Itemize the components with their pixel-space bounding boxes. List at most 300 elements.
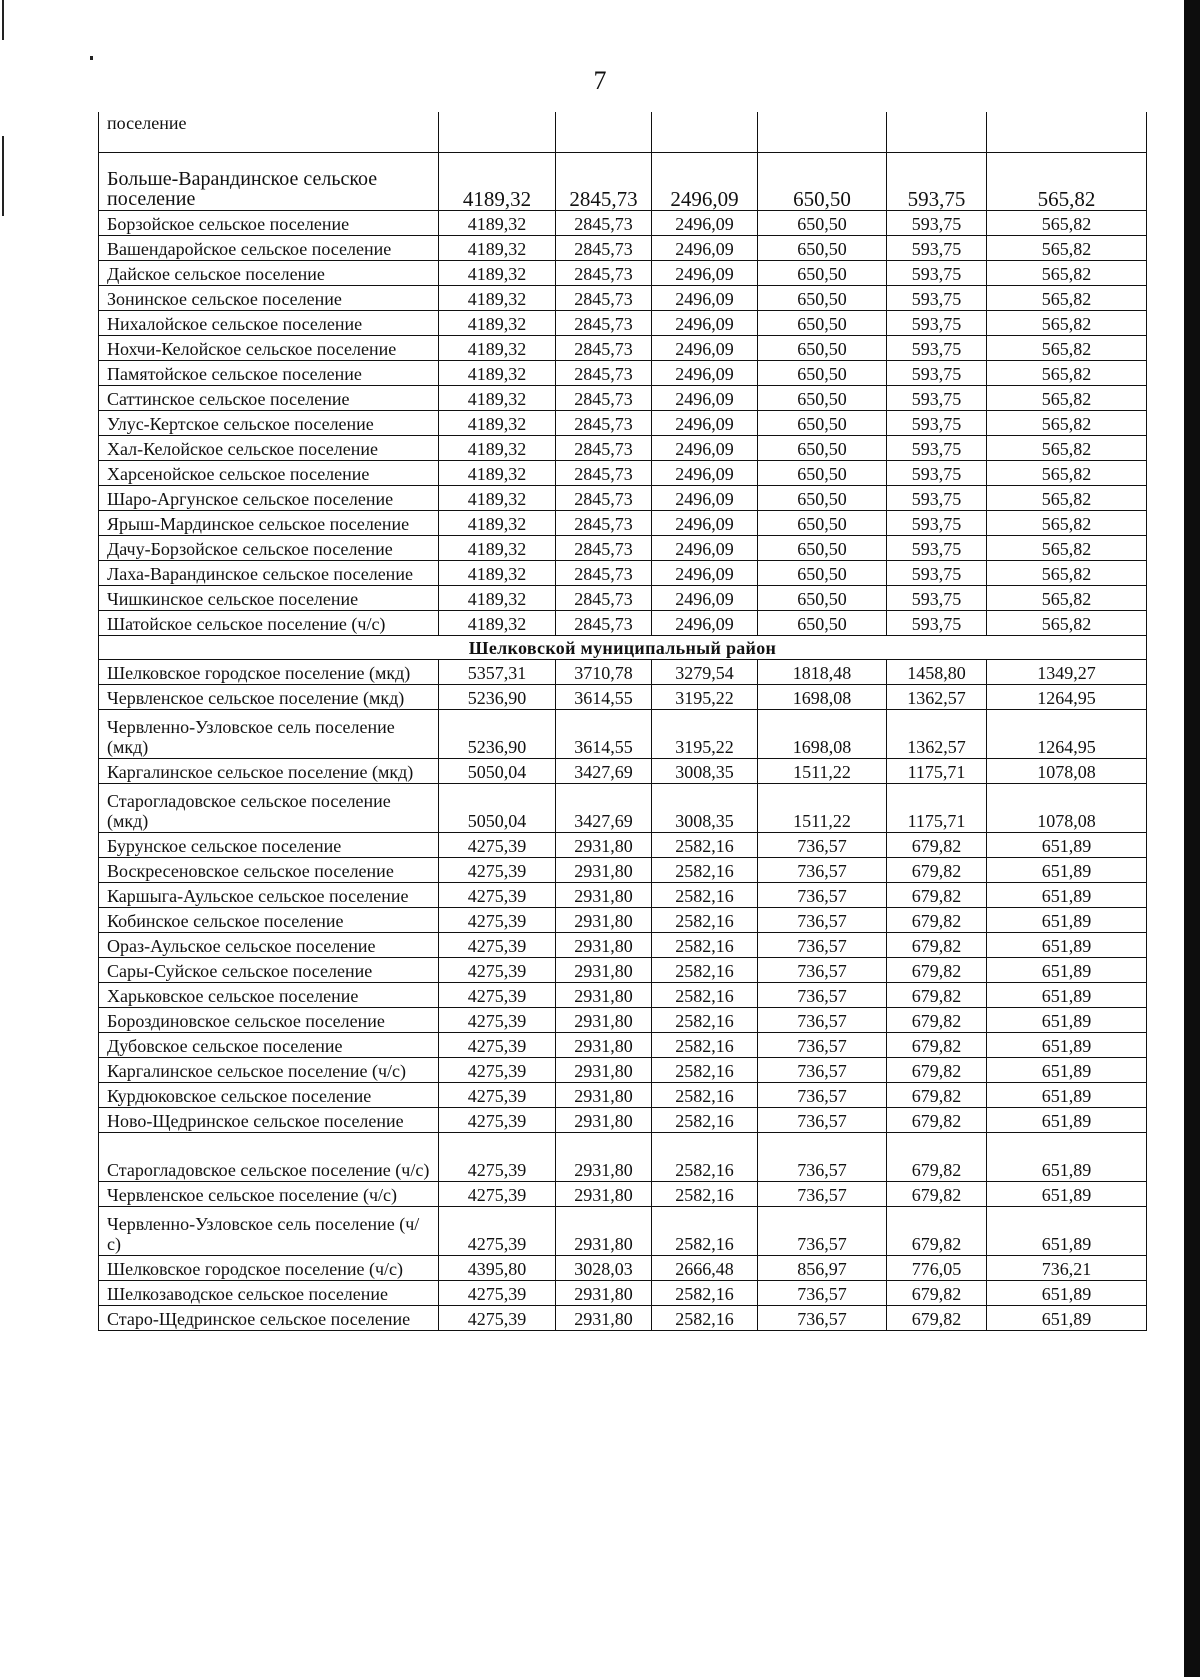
cell-value: 1818,48 (758, 659, 887, 684)
cell-value: 650,50 (758, 610, 887, 635)
cell-value: 565,82 (987, 610, 1147, 635)
cell-value: 679,82 (887, 1007, 987, 1032)
cell-value: 2845,73 (556, 260, 652, 285)
table-row (99, 485, 1147, 510)
table-row (99, 1057, 1147, 1082)
cell-value: 650,50 (758, 385, 887, 410)
cell-value: 2931,80 (556, 832, 652, 857)
cell-value: 736,57 (758, 857, 887, 882)
cell-value: 4275,39 (439, 882, 556, 907)
cell-value: 2496,09 (652, 485, 758, 510)
cell-value: 4189,32 (439, 360, 556, 385)
cell-value: 565,82 (987, 435, 1147, 460)
row-name: Хал-Келойское сельское поселение (99, 435, 439, 460)
cell-value: 2845,73 (556, 585, 652, 610)
cell-value: 565,82 (987, 385, 1147, 410)
cell-value: 1511,22 (758, 783, 887, 832)
cell-value: 2931,80 (556, 1132, 652, 1181)
table-row (99, 510, 1147, 535)
cell-value: 2496,09 (652, 410, 758, 435)
table-row (99, 857, 1147, 882)
cell-value: 2496,09 (652, 510, 758, 535)
cell-value: 650,50 (758, 485, 887, 510)
cell-value: 4275,39 (439, 982, 556, 1007)
row-name: Зонинское сельское поселение (99, 285, 439, 310)
cell-value: 679,82 (887, 832, 987, 857)
cell-value: 650,50 (758, 460, 887, 485)
cell-value: 650,50 (758, 310, 887, 335)
cell-value: 593,75 (887, 310, 987, 335)
cell-value: 565,82 (987, 460, 1147, 485)
cell-value: 4189,32 (439, 235, 556, 260)
cell-value: 565,82 (987, 260, 1147, 285)
cell-value: 593,75 (887, 152, 987, 210)
row-name: Шатойское сельское поселение (ч/с) (99, 610, 439, 635)
cell-value: 2931,80 (556, 1057, 652, 1082)
row-name: Саттинское сельское поселение (99, 385, 439, 410)
row-name: Вашендаройское сельское поселение (99, 235, 439, 260)
cell-value: 679,82 (887, 857, 987, 882)
table-row (99, 957, 1147, 982)
cell-value: 593,75 (887, 235, 987, 260)
cell-value: 2931,80 (556, 882, 652, 907)
cell-value: 651,89 (987, 1132, 1147, 1181)
cell-value: 4275,39 (439, 857, 556, 882)
cell-value: 5050,04 (439, 758, 556, 783)
cell-value: 2496,09 (652, 435, 758, 460)
cell-value: 4275,39 (439, 1007, 556, 1032)
cell-value: 3427,69 (556, 783, 652, 832)
cell-value: 3008,35 (652, 783, 758, 832)
cell-value: 4275,39 (439, 1132, 556, 1181)
cell-value: 4275,39 (439, 907, 556, 932)
cell-value: 679,82 (887, 1082, 987, 1107)
cell-value: 3614,55 (556, 709, 652, 758)
cell-value: 736,57 (758, 982, 887, 1007)
cell-value: 2582,16 (652, 1206, 758, 1255)
cell-value: 776,05 (887, 1255, 987, 1280)
table-row (99, 932, 1147, 957)
row-name: Дайское сельское поселение (99, 260, 439, 285)
cell-value: 2931,80 (556, 907, 652, 932)
table-row (99, 1082, 1147, 1107)
cell-value: 2931,80 (556, 1280, 652, 1305)
cell-value: 2582,16 (652, 957, 758, 982)
cell-value: 4189,32 (439, 152, 556, 210)
table-row (99, 832, 1147, 857)
row-name: Нихалойское сельское поселение (99, 310, 439, 335)
table-row (99, 1181, 1147, 1206)
cell-value: 593,75 (887, 435, 987, 460)
cell-value: 593,75 (887, 510, 987, 535)
cell-value: 679,82 (887, 907, 987, 932)
cell-value: 2496,09 (652, 260, 758, 285)
row-name: Бурунское сельское поселение (99, 832, 439, 857)
cell-value: 4189,32 (439, 610, 556, 635)
cell-value: 4189,32 (439, 260, 556, 285)
cell-value: 679,82 (887, 932, 987, 957)
table-row (99, 659, 1147, 684)
cell-value: 2845,73 (556, 460, 652, 485)
cell-value: 2582,16 (652, 1181, 758, 1206)
table-row (99, 610, 1147, 635)
cell-value: 2845,73 (556, 385, 652, 410)
cell-value: 2666,48 (652, 1255, 758, 1280)
cell-value: 2931,80 (556, 982, 652, 1007)
cell-value: 679,82 (887, 1032, 987, 1057)
cell-value: 1078,08 (987, 758, 1147, 783)
cell-value: 2845,73 (556, 535, 652, 560)
cell-value: 2496,09 (652, 610, 758, 635)
cell-value: 2931,80 (556, 1032, 652, 1057)
cell-value: 3614,55 (556, 684, 652, 709)
cell-value: 1362,57 (887, 684, 987, 709)
cell-value: 2582,16 (652, 1305, 758, 1330)
cell-value: 736,57 (758, 1280, 887, 1305)
cell-value: 565,82 (987, 210, 1147, 235)
cell-value: 2496,09 (652, 385, 758, 410)
table-row (99, 1280, 1147, 1305)
cell-value: 4275,39 (439, 957, 556, 982)
cell-value: 650,50 (758, 235, 887, 260)
cell-value: 565,82 (987, 285, 1147, 310)
section-title: Шелковской муниципальный район (99, 635, 1147, 659)
cell-value: 565,82 (987, 585, 1147, 610)
cell-value: 2582,16 (652, 1280, 758, 1305)
row-name: Курдюковское сельское поселение (99, 1082, 439, 1107)
table-row (99, 385, 1147, 410)
cell-value: 2931,80 (556, 1206, 652, 1255)
cell-value: 593,75 (887, 410, 987, 435)
table-row (99, 1032, 1147, 1057)
cell-value: 2582,16 (652, 932, 758, 957)
scan-edge-border (1184, 0, 1200, 1677)
cell-value: 1362,57 (887, 709, 987, 758)
cell-value: 4189,32 (439, 210, 556, 235)
row-name: Лаха-Варандинское сельское поселение (99, 560, 439, 585)
cell-value: 650,50 (758, 360, 887, 385)
cell-value: 2582,16 (652, 907, 758, 932)
cell-value: 679,82 (887, 1057, 987, 1082)
cell-value: 565,82 (987, 410, 1147, 435)
row-name: Червленское сельское поселение (мкд) (99, 684, 439, 709)
table-row (99, 1132, 1147, 1181)
cell-value: 4189,32 (439, 535, 556, 560)
cell-value: 565,82 (987, 335, 1147, 360)
cell-value: 650,50 (758, 152, 887, 210)
cell-value: 4275,39 (439, 1082, 556, 1107)
row-name: Больше-Варандинское сельское поселение (99, 152, 439, 210)
cell-value: 4189,32 (439, 460, 556, 485)
cell-value: 736,57 (758, 1206, 887, 1255)
table-row (99, 460, 1147, 485)
cell-value: 593,75 (887, 560, 987, 585)
cell-value: 679,82 (887, 1107, 987, 1132)
cell-value: 4275,39 (439, 1206, 556, 1255)
cell-value: 651,89 (987, 1107, 1147, 1132)
row-name: Ораз-Аульское сельское поселение (99, 932, 439, 957)
cell-value: 2496,09 (652, 335, 758, 360)
cell-value: 651,89 (987, 857, 1147, 882)
cell-value: 651,89 (987, 1057, 1147, 1082)
cell-value: 651,89 (987, 932, 1147, 957)
cell-value: 4189,32 (439, 335, 556, 360)
table-row (99, 410, 1147, 435)
cell-value: 650,50 (758, 585, 887, 610)
cell-value: 650,50 (758, 410, 887, 435)
table-row (99, 684, 1147, 709)
table-row (99, 758, 1147, 783)
cell-value: 2845,73 (556, 360, 652, 385)
cell-value: 651,89 (987, 1305, 1147, 1330)
table-row (99, 112, 1147, 152)
cell-value: 5357,31 (439, 659, 556, 684)
row-name: Сары-Суйское сельское поселение (99, 957, 439, 982)
cell-value: 2931,80 (556, 1305, 652, 1330)
table-row (99, 982, 1147, 1007)
cell-value: 1175,71 (887, 783, 987, 832)
row-name: Бороздиновское сельское поселение (99, 1007, 439, 1032)
row-name: Старогладовское сельское поселение (ч/с) (99, 1132, 439, 1181)
cell-value: 736,57 (758, 1007, 887, 1032)
row-name: Харьковское сельское поселение (99, 982, 439, 1007)
row-name: Червленно-Узловское сель поселение (мкд) (99, 709, 439, 758)
cell-value: 3710,78 (556, 659, 652, 684)
cell-value: 4275,39 (439, 1305, 556, 1330)
cell-value: 736,57 (758, 1082, 887, 1107)
cell-value: 2845,73 (556, 510, 652, 535)
cell-value: 2582,16 (652, 1132, 758, 1181)
row-name: Харсенойское сельское поселение (99, 460, 439, 485)
cell-value: 1511,22 (758, 758, 887, 783)
cell-value: 3427,69 (556, 758, 652, 783)
cell-value: 2845,73 (556, 210, 652, 235)
table-row (99, 560, 1147, 585)
table-row (99, 285, 1147, 310)
cell-value: 2931,80 (556, 1007, 652, 1032)
cell-value: 679,82 (887, 957, 987, 982)
cell-value: 651,89 (987, 832, 1147, 857)
cell-value: 651,89 (987, 1082, 1147, 1107)
cell-value: 2496,09 (652, 235, 758, 260)
cell-value: 4189,32 (439, 435, 556, 460)
cell-value: 593,75 (887, 260, 987, 285)
cell-value: 3008,35 (652, 758, 758, 783)
cell-value: 4189,32 (439, 310, 556, 335)
cell-value: 679,82 (887, 1181, 987, 1206)
cell-value: 650,50 (758, 285, 887, 310)
cell-value: 4275,39 (439, 1181, 556, 1206)
cell-value: 565,82 (987, 485, 1147, 510)
cell-value: 679,82 (887, 1305, 987, 1330)
cell-value: 593,75 (887, 485, 987, 510)
table-row (99, 585, 1147, 610)
cell-value: 565,82 (987, 235, 1147, 260)
cell-value: 2496,09 (652, 560, 758, 585)
cell-value: 1698,08 (758, 684, 887, 709)
cell-value: 2845,73 (556, 560, 652, 585)
cell-value: 736,57 (758, 1305, 887, 1330)
cell-value: 679,82 (887, 1206, 987, 1255)
cell-value: 2496,09 (652, 152, 758, 210)
cell-value: 4189,32 (439, 560, 556, 585)
cell-value: 736,57 (758, 1057, 887, 1082)
cell-value: 651,89 (987, 1181, 1147, 1206)
cell-value: 2496,09 (652, 460, 758, 485)
row-name: Борзойское сельское поселение (99, 210, 439, 235)
table-row (99, 335, 1147, 360)
cell-value: 1264,95 (987, 684, 1147, 709)
cell-value: 5236,90 (439, 709, 556, 758)
row-name: Каршыга-Аульское сельское поселение (99, 882, 439, 907)
cell-value: 2845,73 (556, 610, 652, 635)
cell-value: 2845,73 (556, 410, 652, 435)
cell-value: 2496,09 (652, 310, 758, 335)
cell-value: 593,75 (887, 360, 987, 385)
cell-value: 4189,32 (439, 385, 556, 410)
cell-value: 2845,73 (556, 285, 652, 310)
row-name: Ярыш-Мардинское сельское поселение (99, 510, 439, 535)
row-name: Воскресеновское сельское поселение (99, 857, 439, 882)
table-row (99, 360, 1147, 385)
cell-value: 4189,32 (439, 485, 556, 510)
cell-value: 4275,39 (439, 1057, 556, 1082)
table-row (99, 260, 1147, 285)
cell-value: 736,21 (987, 1255, 1147, 1280)
cell-value: 2496,09 (652, 360, 758, 385)
row-name: Старо-Щедринское сельское поселение (99, 1305, 439, 1330)
row-name: Памятойское сельское поселение (99, 360, 439, 385)
row-name: Червленно-Узловское сель поселение (ч/с) (99, 1206, 439, 1255)
cell-value: 736,57 (758, 882, 887, 907)
cell-value: 1078,08 (987, 783, 1147, 832)
cell-value: 565,82 (987, 152, 1147, 210)
cell-value: 2582,16 (652, 1082, 758, 1107)
cell-value: 736,57 (758, 1032, 887, 1057)
cell-value: 593,75 (887, 335, 987, 360)
cell-value: 5050,04 (439, 783, 556, 832)
cell-value: 4275,39 (439, 932, 556, 957)
cell-value: 2582,16 (652, 882, 758, 907)
table-row (99, 1255, 1147, 1280)
cell-value: 2931,80 (556, 857, 652, 882)
cell-value: 3195,22 (652, 684, 758, 709)
cell-value: 593,75 (887, 610, 987, 635)
cell-value: 2582,16 (652, 1107, 758, 1132)
tariff-table (98, 112, 1147, 1331)
cell-value: 593,75 (887, 585, 987, 610)
cell-value: 4395,80 (439, 1255, 556, 1280)
cell-value: 4189,32 (439, 510, 556, 535)
row-name: поселение (99, 112, 439, 152)
cell-value: 2582,16 (652, 1032, 758, 1057)
cell-value: 2845,73 (556, 235, 652, 260)
cell-value: 650,50 (758, 335, 887, 360)
cell-value: 679,82 (887, 1132, 987, 1181)
cell-value: 1175,71 (887, 758, 987, 783)
cell-value: 593,75 (887, 535, 987, 560)
row-name: Шелковское городское поселение (мкд) (99, 659, 439, 684)
cell-value: 2845,73 (556, 310, 652, 335)
cell-value: 651,89 (987, 1032, 1147, 1057)
cell-value: 1349,27 (987, 659, 1147, 684)
cell-value: 2582,16 (652, 832, 758, 857)
cell-value: 565,82 (987, 510, 1147, 535)
cell-value: 593,75 (887, 385, 987, 410)
cell-value: 651,89 (987, 1206, 1147, 1255)
cell-value: 2931,80 (556, 1181, 652, 1206)
row-name: Ново-Щедринское сельское поселение (99, 1107, 439, 1132)
cell-value: 4189,32 (439, 410, 556, 435)
scan-mark (2, 136, 4, 216)
cell-value: 3028,03 (556, 1255, 652, 1280)
cell-value: 2845,73 (556, 152, 652, 210)
cell-value: 2845,73 (556, 485, 652, 510)
cell-value: 736,57 (758, 832, 887, 857)
cell-value: 565,82 (987, 310, 1147, 335)
row-name: Каргалинское сельское поселение (мкд) (99, 758, 439, 783)
cell-value: 2931,80 (556, 1107, 652, 1132)
cell-value: 736,57 (758, 907, 887, 932)
cell-value: 679,82 (887, 1280, 987, 1305)
row-name: Дубовское сельское поселение (99, 1032, 439, 1057)
row-name: Шелкозаводское сельское поселение (99, 1280, 439, 1305)
cell-value: 2931,80 (556, 932, 652, 957)
row-name: Кобинское сельское поселение (99, 907, 439, 932)
row-name: Червленское сельское поселение (ч/с) (99, 1181, 439, 1206)
cell-value: 2496,09 (652, 585, 758, 610)
cell-value: 651,89 (987, 1280, 1147, 1305)
table-row (99, 907, 1147, 932)
cell-value: 2582,16 (652, 857, 758, 882)
cell-value: 4275,39 (439, 1032, 556, 1057)
cell-value: 2582,16 (652, 1007, 758, 1032)
table-row (99, 1305, 1147, 1330)
cell-value: 2931,80 (556, 1082, 652, 1107)
cell-value: 1264,95 (987, 709, 1147, 758)
table-row (99, 1007, 1147, 1032)
row-name: Дачу-Борзойское сельское поселение (99, 535, 439, 560)
cell-value: 2496,09 (652, 210, 758, 235)
cell-value: 651,89 (987, 982, 1147, 1007)
cell-value: 4189,32 (439, 585, 556, 610)
cell-value: 650,50 (758, 260, 887, 285)
cell-value: 856,97 (758, 1255, 887, 1280)
cell-value: 651,89 (987, 1007, 1147, 1032)
cell-value: 679,82 (887, 882, 987, 907)
cell-value: 650,50 (758, 510, 887, 535)
row-name: Чишкинское сельское поселение (99, 585, 439, 610)
table-row (99, 1206, 1147, 1255)
cell-value: 650,50 (758, 560, 887, 585)
table-row (99, 152, 1147, 210)
cell-value: 736,57 (758, 957, 887, 982)
table-row (99, 235, 1147, 260)
cell-value: 565,82 (987, 560, 1147, 585)
cell-value: 5236,90 (439, 684, 556, 709)
table-row (99, 435, 1147, 460)
row-name: Нохчи-Келойское сельское поселение (99, 335, 439, 360)
table-row (99, 882, 1147, 907)
row-name: Улус-Кертское сельское поселение (99, 410, 439, 435)
row-name: Шелковское городское поселение (ч/с) (99, 1255, 439, 1280)
page-number: 7 (593, 66, 607, 95)
cell-value: 593,75 (887, 210, 987, 235)
cell-value: 4275,39 (439, 832, 556, 857)
cell-value: 1458,80 (887, 659, 987, 684)
cell-value: 736,57 (758, 932, 887, 957)
cell-value: 2496,09 (652, 535, 758, 560)
